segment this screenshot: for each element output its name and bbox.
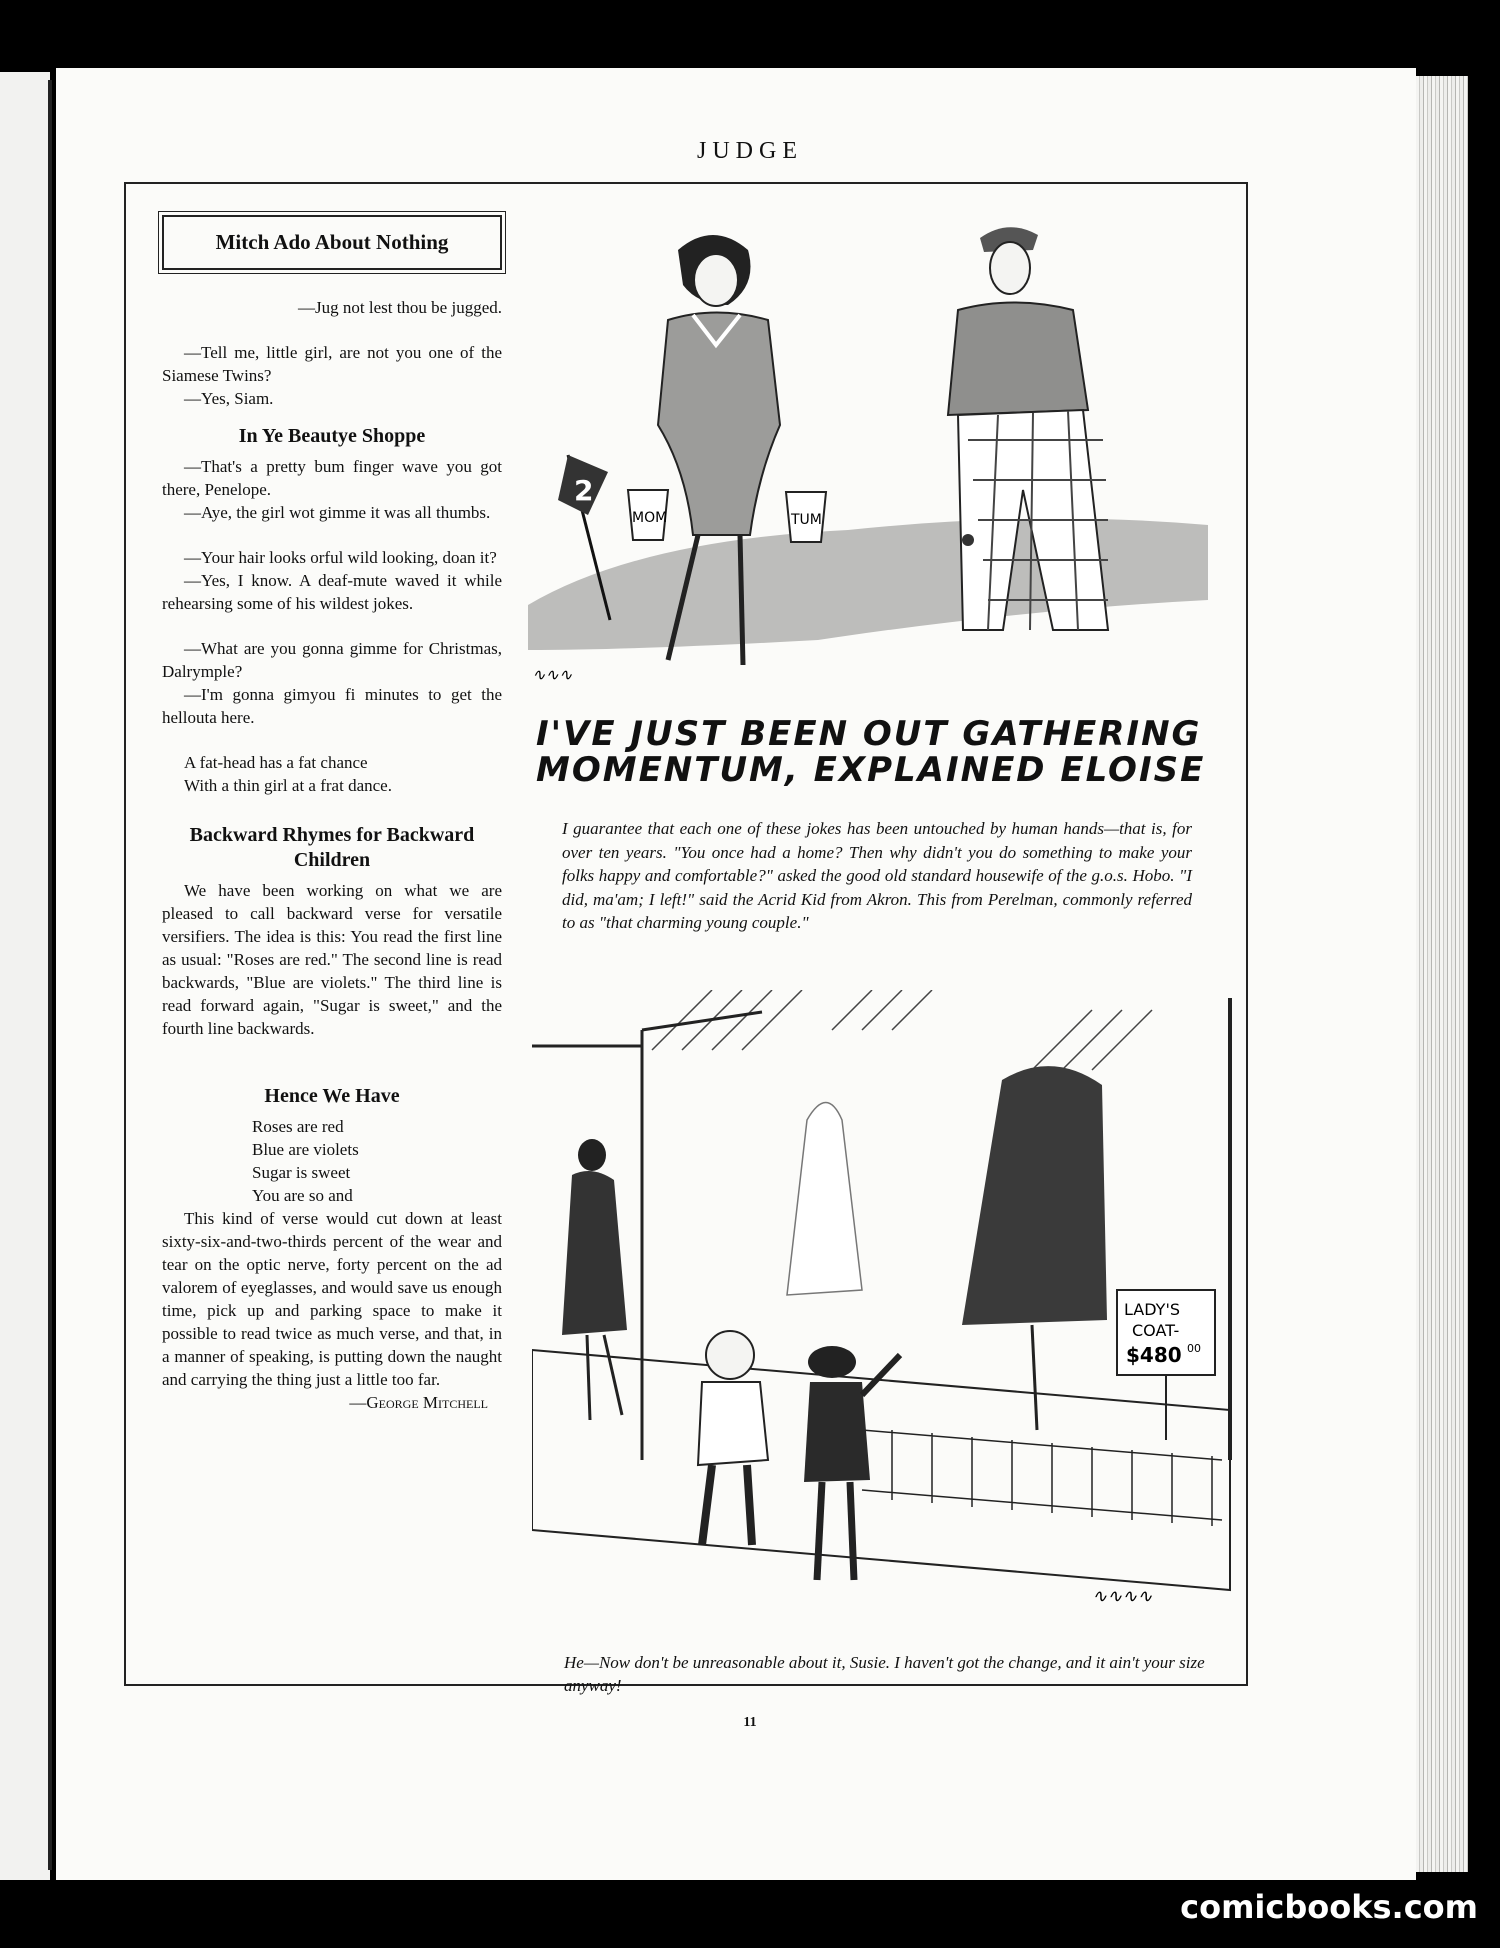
- svg-text:LADY'S: LADY'S: [1124, 1300, 1180, 1319]
- hair-line-1: —Your hair looks orful wild looking, doan it?: [184, 548, 497, 567]
- running-head: JUDGE: [697, 138, 803, 164]
- column-title-box: Mitch Ado About Nothing: [162, 215, 502, 270]
- siam-question: —Tell me, little girl, are not you one of the Siamese Twins?: [162, 343, 502, 385]
- verse-line: Roses are red: [252, 1117, 344, 1136]
- byline: —George Mitchell: [349, 1393, 488, 1412]
- shop-window-cartoon: [532, 990, 1242, 1630]
- svg-text:TUM: TUM: [791, 512, 822, 528]
- golf-ball: [962, 534, 974, 546]
- verse-block: [162, 1115, 502, 1207]
- closing-paragraph: This kind of verse would cut down at least sixty-six-and-two-thirds percent of the wear and tear on the optic nerve, forty percent on the ad valorem of eyeglasses, and would save us enough time, pick up and parking space to make it possible to read twice as much verse, and that, in a manner of speaking, is putting down the naught and carrying the thing just a little too far.: [162, 1209, 502, 1389]
- beauty-line-1: —That's a pretty bum finger wave you got there, Penelope.: [162, 457, 502, 499]
- xmas-line-2: —I'm gonna gimyou fi minutes to get the hellouta here.: [162, 685, 502, 727]
- page-number: 11: [743, 1715, 757, 1730]
- svg-text:MOM: MOM: [632, 510, 668, 526]
- siam-answer: —Yes, Siam.: [184, 389, 274, 408]
- headline-line-2: MOMENTUM, EXPLAINED ELOISE: [536, 750, 1206, 790]
- jokes-intro: I guarantee that each one of these jokes has been untouched by human hands—that is, for over ten years. "You once had a home? Then why didn't you do something to make your folks happy and comfortable?" asked the good old standard housewife of the g.o.s. Hobo. "I did, ma'am; I left!" said the Acrid Kid from Akron. This from Perelman, commonly referred to as "that charming young couple.": [562, 819, 1192, 932]
- fat-line-2: With a thin girl at a frat dance.: [184, 776, 392, 795]
- backward-heading: Backward Rhymes for Backward Children: [189, 824, 475, 871]
- xmas-line-1: —What are you gonna gimme for Christmas, Dalrymple?: [162, 639, 502, 681]
- pail-tum: [786, 492, 826, 542]
- pail-mom: [628, 490, 668, 540]
- verse-line: Sugar is sweet: [252, 1163, 351, 1182]
- site-watermark: comicbooks.com: [1180, 1888, 1478, 1926]
- left-column: [162, 215, 502, 1414]
- artist-signature: ∿∿∿∿: [1092, 1586, 1153, 1606]
- svg-text:$480: $480: [1126, 1343, 1182, 1367]
- shop-cartoon-caption: He—Now don't be unreasonable about it, Susie. I haven't got the change, and it ain't your size anyway!: [564, 1653, 1205, 1695]
- book-spine: [48, 80, 52, 1870]
- artist-signature: ∿∿∿: [532, 667, 573, 684]
- headline-line-1: I'VE JUST BEEN OUT GATHERING: [536, 714, 1202, 754]
- hair-line-2: —Yes, I know. A deaf-mute waved it while rehearsing some of his wildest jokes.: [162, 571, 502, 613]
- page-stack-edges: [1408, 76, 1468, 1872]
- golf-cartoon: [518, 210, 1218, 700]
- jug-joke: —Jug not lest thou be jugged.: [298, 298, 502, 317]
- verse-line: You are so and: [252, 1186, 353, 1205]
- svg-text:COAT-: COAT-: [1132, 1321, 1180, 1340]
- beauty-heading: In Ye Beautye Shoppe: [238, 425, 426, 447]
- beauty-line-2: —Aye, the girl wot gimme it was all thumbs.: [184, 503, 491, 522]
- flag-number: 2: [574, 474, 594, 507]
- left-page-edge: [0, 72, 50, 1880]
- hence-heading: Hence We Have: [264, 1085, 400, 1107]
- fat-line-1: A fat-head has a fat chance: [184, 753, 368, 772]
- cartoon-headline: [536, 716, 1226, 788]
- svg-text:00: 00: [1187, 1342, 1201, 1355]
- verse-line: Blue are violets: [252, 1140, 359, 1159]
- backward-body: We have been working on what we are pleased to call backward verse for versatile versifiers. The idea is this: You read the first line as usual: "Roses are red." The second line is read backwards, "Blue are violets." The third line is read forward again, "Sugar is sweet," and the fourth line backwards.: [162, 881, 502, 1038]
